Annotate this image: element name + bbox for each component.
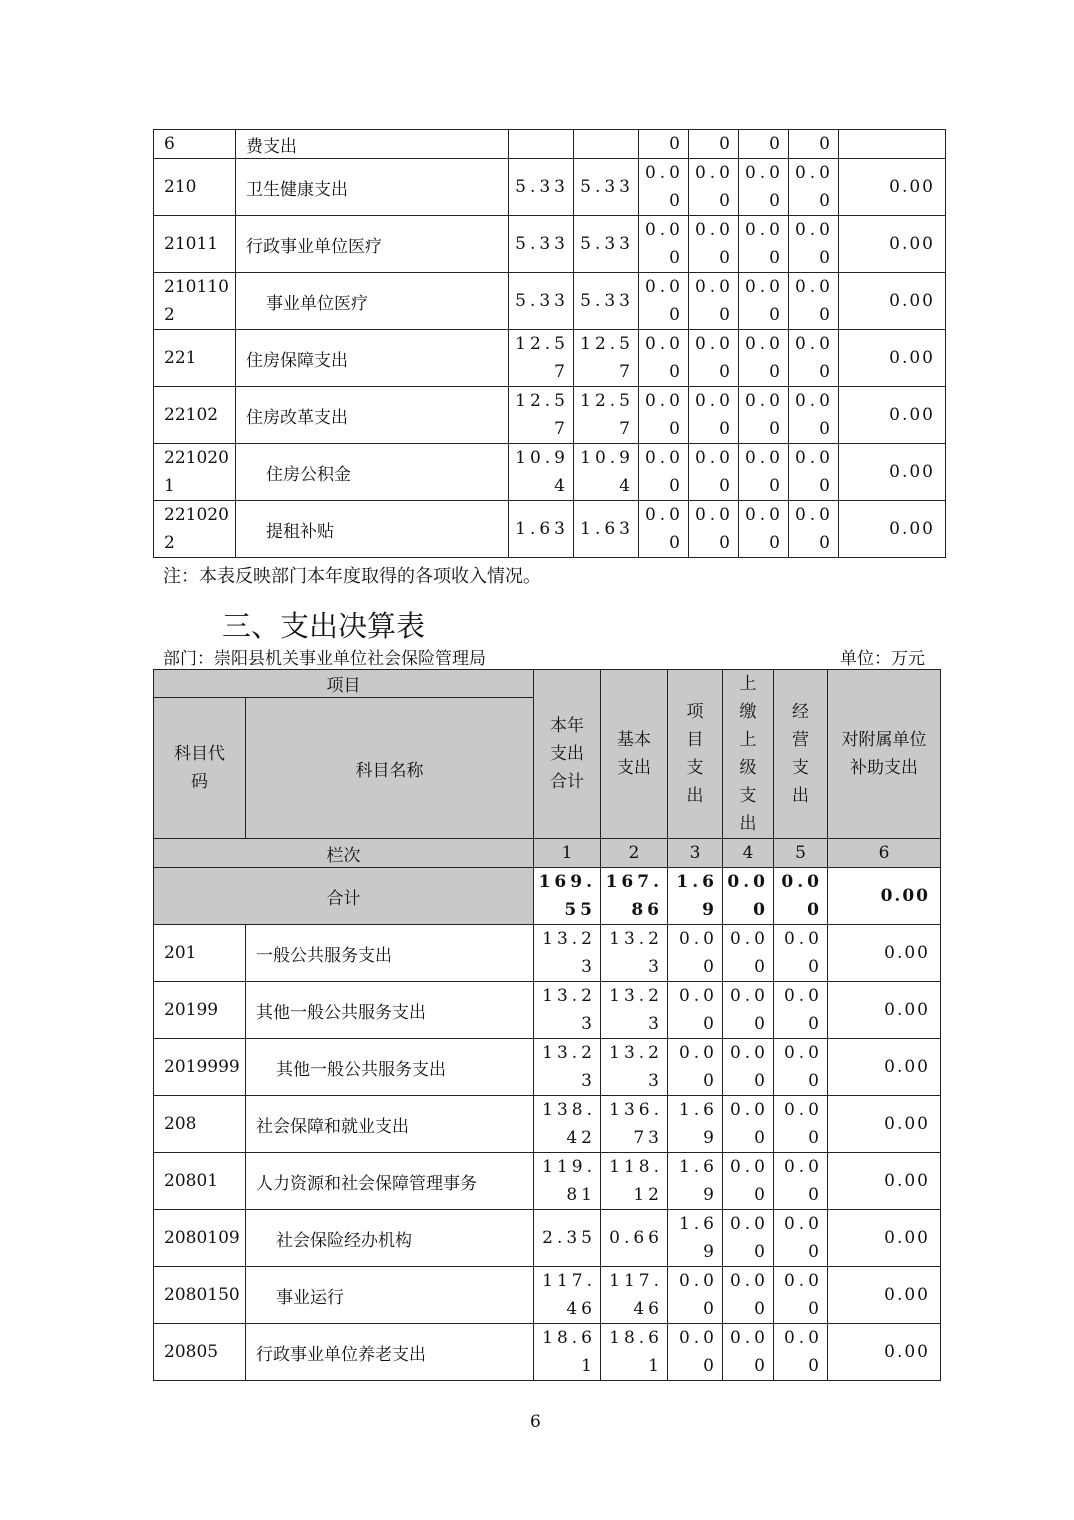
value-cell: 12.57 (574, 387, 639, 444)
value-cell: 0.00 (668, 1039, 723, 1096)
value-cell: 0.00 (789, 330, 839, 387)
value-cell: 0.00 (828, 1267, 941, 1324)
value-cell: 0.00 (689, 273, 739, 330)
table-row (154, 1039, 941, 1096)
subject-code-cell: 208 (154, 1096, 246, 1153)
value-cell: 0.00 (723, 982, 774, 1039)
value-cell: 0.00 (723, 1039, 774, 1096)
value-cell: 0.00 (774, 1153, 828, 1210)
value-cell: 0.00 (774, 925, 828, 982)
subject-name-cell: 社会保险经办机构 (246, 1210, 534, 1267)
value-cell: 0.00 (839, 216, 946, 273)
column-number: 6 (828, 839, 941, 868)
value-cell: 0.00 (839, 444, 946, 501)
value-cell: 12.57 (574, 330, 639, 387)
value-cell: 138.42 (534, 1096, 601, 1153)
subject-name-cell: 事业运行 (246, 1267, 534, 1324)
subject-name-cell: 其他一般公共服务支出 (246, 982, 534, 1039)
column-number: 1 (534, 839, 601, 868)
header-upper-remit: 上缴上级支出 (723, 670, 774, 839)
subject-code-cell: 20805 (154, 1324, 246, 1381)
value-cell: 117.46 (601, 1267, 668, 1324)
department-label: 部门：崇阳县机关事业单位社会保险管理局 (163, 649, 486, 669)
total-cell: 1.69 (668, 868, 723, 925)
column-number: 4 (723, 839, 774, 868)
value-cell: 13.23 (601, 925, 668, 982)
value-cell: 0.00 (739, 501, 789, 558)
value-cell: 0 (739, 130, 789, 159)
value-cell: 0.00 (723, 925, 774, 982)
value-cell: 0.00 (723, 1096, 774, 1153)
value-cell: 0.00 (774, 1267, 828, 1324)
total-cell: 0.00 (723, 868, 774, 925)
column-number: 5 (774, 839, 828, 868)
table-row (154, 1096, 941, 1153)
header-total-expense: 本年支出合计 (534, 670, 601, 839)
value-cell: 0.00 (739, 159, 789, 216)
value-cell: 0.00 (723, 1324, 774, 1381)
value-cell: 0.00 (789, 159, 839, 216)
table-row (154, 330, 946, 387)
total-cell: 0.00 (828, 868, 941, 925)
subject-name-cell: 行政事业单位医疗 (236, 216, 509, 273)
value-cell: 0.00 (739, 387, 789, 444)
value-cell: 0.00 (689, 159, 739, 216)
value-cell: 0.00 (639, 501, 689, 558)
header-project: 项目 (154, 670, 534, 698)
income-table-continued (153, 129, 946, 558)
value-cell: 0.00 (668, 925, 723, 982)
value-cell: 0 (789, 130, 839, 159)
value-cell: 0.00 (774, 1210, 828, 1267)
page-number: 6 (530, 1412, 541, 1432)
value-cell: 119.81 (534, 1153, 601, 1210)
value-cell: 0.00 (739, 444, 789, 501)
value-cell (839, 130, 946, 159)
value-cell: 0.00 (723, 1267, 774, 1324)
value-cell: 13.23 (601, 982, 668, 1039)
value-cell: 0 (639, 130, 689, 159)
value-cell: 13.23 (534, 982, 601, 1039)
table-row (154, 925, 941, 982)
subject-code-cell: 2080109 (154, 1210, 246, 1267)
value-cell: 2.35 (534, 1210, 601, 1267)
table-row (154, 1210, 941, 1267)
table-row (154, 1324, 941, 1381)
value-cell: 0.00 (789, 216, 839, 273)
value-cell: 18.61 (534, 1324, 601, 1381)
subject-code-cell: 21011 (154, 216, 236, 273)
value-cell: 10.94 (574, 444, 639, 501)
total-cell: 169.55 (534, 868, 601, 925)
value-cell: 0.00 (828, 1039, 941, 1096)
table-row (154, 130, 946, 159)
table-row (154, 159, 946, 216)
subject-name-cell: 提租补贴 (236, 501, 509, 558)
value-cell: 0.00 (828, 1096, 941, 1153)
value-cell: 0.00 (668, 1324, 723, 1381)
value-cell: 0.00 (828, 925, 941, 982)
value-cell: 0.00 (789, 273, 839, 330)
header-subject-name: 科目名称 (246, 698, 534, 839)
expense-table (153, 669, 941, 1381)
value-cell: 0.00 (774, 1096, 828, 1153)
table-row (154, 501, 946, 558)
header-project-expense: 项目支出 (668, 670, 723, 839)
subject-code-cell: 22102 (154, 387, 236, 444)
value-cell: 118.12 (601, 1153, 668, 1210)
value-cell: 0.00 (839, 501, 946, 558)
value-cell: 0.00 (639, 159, 689, 216)
value-cell: 0.00 (639, 387, 689, 444)
header-subsidy-expense: 对附属单位补助支出 (828, 670, 941, 839)
subject-name-cell: 卫生健康支出 (236, 159, 509, 216)
value-cell: 0.00 (689, 501, 739, 558)
value-cell: 0.00 (828, 1210, 941, 1267)
value-cell: 0.00 (774, 982, 828, 1039)
subject-name-cell: 住房公积金 (236, 444, 509, 501)
income-table-body (154, 130, 946, 558)
value-cell: 0.00 (789, 501, 839, 558)
value-cell: 0.00 (668, 982, 723, 1039)
value-cell: 5.33 (509, 273, 574, 330)
value-cell: 0.00 (789, 444, 839, 501)
value-cell: 1.69 (668, 1096, 723, 1153)
table-row (154, 1153, 941, 1210)
value-cell: 0.00 (668, 1267, 723, 1324)
value-cell: 5.33 (509, 159, 574, 216)
subject-code-cell: 210 (154, 159, 236, 216)
value-cell: 0.00 (828, 982, 941, 1039)
total-row-label: 合计 (154, 868, 534, 925)
value-cell: 0.00 (689, 444, 739, 501)
subject-name-cell: 费支出 (236, 130, 509, 159)
value-cell: 0.00 (639, 330, 689, 387)
value-cell: 0.00 (839, 273, 946, 330)
section-title: 三、支出决算表 (222, 609, 426, 643)
value-cell: 5.33 (574, 159, 639, 216)
value-cell: 1.69 (668, 1210, 723, 1267)
table-row (154, 216, 946, 273)
value-cell: 12.57 (509, 330, 574, 387)
total-cell: 0.00 (774, 868, 828, 925)
value-cell: 18.61 (601, 1324, 668, 1381)
table-note: 注：本表反映部门本年度取得的各项收入情况。 (163, 566, 541, 587)
total-cell: 167.86 (601, 868, 668, 925)
table-row (154, 273, 946, 330)
value-cell: 0.00 (723, 1153, 774, 1210)
value-cell: 117.46 (534, 1267, 601, 1324)
value-cell: 0.00 (739, 330, 789, 387)
value-cell: 0.00 (789, 387, 839, 444)
value-cell: 0.00 (828, 1153, 941, 1210)
value-cell: 1.63 (509, 501, 574, 558)
subject-code-cell: 2210202 (154, 501, 236, 558)
header-subject-code: 科目代码 (154, 698, 246, 839)
subject-code-cell: 2019999 (154, 1039, 246, 1096)
value-cell: 1.63 (574, 501, 639, 558)
table-row (154, 387, 946, 444)
value-cell: 0.00 (639, 216, 689, 273)
value-cell: 0.00 (839, 330, 946, 387)
table-row (154, 1267, 941, 1324)
value-cell: 0.00 (689, 387, 739, 444)
value-cell: 0.00 (774, 1039, 828, 1096)
unit-label: 单位：万元 (840, 649, 925, 669)
subject-code-cell: 20801 (154, 1153, 246, 1210)
value-cell: 0.66 (601, 1210, 668, 1267)
value-cell: 13.23 (601, 1039, 668, 1096)
subject-name-cell: 社会保障和就业支出 (246, 1096, 534, 1153)
value-cell: 1.69 (668, 1153, 723, 1210)
header-operating-expense: 经营支出 (774, 670, 828, 839)
subject-code-cell: 20199 (154, 982, 246, 1039)
subject-name-cell: 住房保障支出 (236, 330, 509, 387)
subject-code-cell: 221 (154, 330, 236, 387)
subject-name-cell: 行政事业单位养老支出 (246, 1324, 534, 1381)
subject-code-cell: 6 (154, 130, 236, 159)
subject-name-cell: 其他一般公共服务支出 (246, 1039, 534, 1096)
table-row (154, 444, 946, 501)
subject-code-cell: 2210201 (154, 444, 236, 501)
table-row (154, 982, 941, 1039)
value-cell: 0.00 (723, 1210, 774, 1267)
subject-name-cell: 人力资源和社会保障管理事务 (246, 1153, 534, 1210)
value-cell: 0.00 (839, 387, 946, 444)
column-number: 2 (601, 839, 668, 868)
value-cell (509, 130, 574, 159)
value-cell: 10.94 (509, 444, 574, 501)
value-cell: 12.57 (509, 387, 574, 444)
column-number: 3 (668, 839, 723, 868)
value-cell: 0.00 (774, 1324, 828, 1381)
value-cell: 0.00 (739, 216, 789, 273)
subject-code-cell: 2101102 (154, 273, 236, 330)
subject-name-cell: 一般公共服务支出 (246, 925, 534, 982)
value-cell: 5.33 (574, 273, 639, 330)
value-cell: 13.23 (534, 1039, 601, 1096)
subject-name-cell: 住房改革支出 (236, 387, 509, 444)
value-cell: 0.00 (639, 444, 689, 501)
column-row-label: 栏次 (154, 839, 534, 868)
value-cell: 0.00 (739, 273, 789, 330)
value-cell: 0.00 (639, 273, 689, 330)
value-cell: 0.00 (839, 159, 946, 216)
value-cell: 5.33 (574, 216, 639, 273)
value-cell: 5.33 (509, 216, 574, 273)
subject-code-cell: 201 (154, 925, 246, 982)
value-cell (574, 130, 639, 159)
value-cell: 0.00 (689, 216, 739, 273)
value-cell: 136.73 (601, 1096, 668, 1153)
subject-name-cell: 事业单位医疗 (236, 273, 509, 330)
value-cell: 13.23 (534, 925, 601, 982)
expense-table-body (154, 925, 941, 1381)
value-cell: 0 (689, 130, 739, 159)
subject-code-cell: 2080150 (154, 1267, 246, 1324)
value-cell: 0.00 (828, 1324, 941, 1381)
header-basic-expense: 基本支出 (601, 670, 668, 839)
value-cell: 0.00 (689, 330, 739, 387)
